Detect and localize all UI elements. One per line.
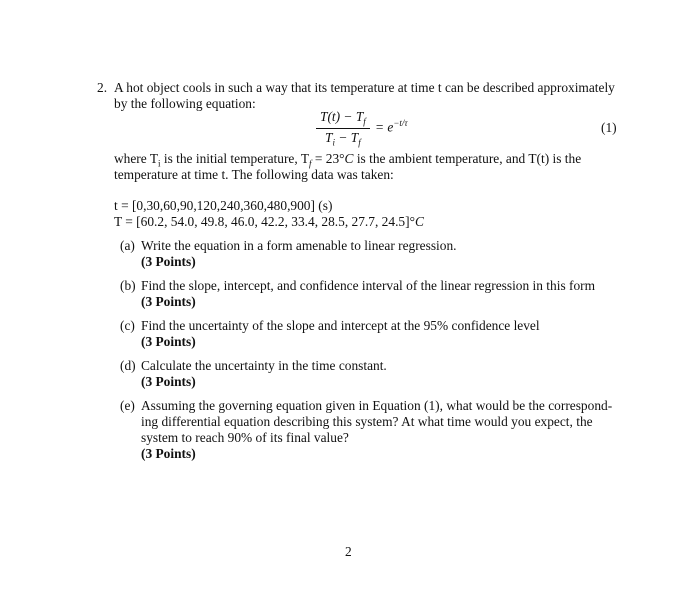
equation-denominator: $T_i - T_f$ xyxy=(325,129,361,148)
part-e-text-line-1: Assuming the governing equation given in Equation (1), what would be the correspond- xyxy=(141,398,613,413)
where-line-1: where $T_i$ is the initial temperature, $T_f = 23^\circ C$ is the ambient temperature, and T(t) is the xyxy=(114,151,582,169)
part-b-text: Find the slope, intercept, and confidence interval of the linear regression in this form xyxy=(141,278,596,293)
temperature-data: T = [60.2, 54.0, 49.8, 46.0, 42.2, 33.4, 28.5, 27.7, 24.5]°C xyxy=(114,214,424,229)
part-e-label: (e) xyxy=(120,398,135,413)
page-number: 2 xyxy=(345,544,352,559)
problem-intro-line-1: A hot object cools in such a way that its temperature at time t can be described approximately xyxy=(114,80,615,95)
part-e-text-line-2: ing differential equation describing this system? At what time would you expect, the xyxy=(141,414,593,429)
part-c-label: (c) xyxy=(120,318,135,333)
problem-intro-line-2: by the following equation: xyxy=(114,96,256,111)
part-a-label: (a) xyxy=(120,238,135,253)
equation-fraction xyxy=(316,109,370,147)
equation-label: (1) xyxy=(601,120,617,135)
time-data: t = [0,30,60,90,120,240,360,480,900] (s) xyxy=(114,198,333,213)
part-d-label: (d) xyxy=(120,358,136,373)
problem-number: 2. xyxy=(97,80,108,95)
where-line-2: temperature at time t. The following data was taken: xyxy=(114,167,394,182)
part-a-text: Write the equation in a form amenable to linear regression. xyxy=(141,238,457,253)
part-a-points: (3 Points) xyxy=(141,254,196,269)
equation-numerator: $T(t) - T_f$ xyxy=(320,109,366,127)
part-d-points: (3 Points) xyxy=(141,374,196,389)
part-d-text: Calculate the uncertainty in the time constant. xyxy=(141,358,387,373)
part-b-label: (b) xyxy=(120,278,136,293)
part-e-text-line-3: system to reach 90% of its final value? xyxy=(141,430,349,445)
part-e-points: (3 Points) xyxy=(141,446,196,461)
equation-rhs: = $e^{-t/\tau}$ xyxy=(375,118,408,135)
part-b-points: (3 Points) xyxy=(141,294,196,309)
part-c-text: Find the uncertainty of the slope and intercept at the 95% confidence level xyxy=(141,318,540,333)
part-c-points: (3 Points) xyxy=(141,334,196,349)
